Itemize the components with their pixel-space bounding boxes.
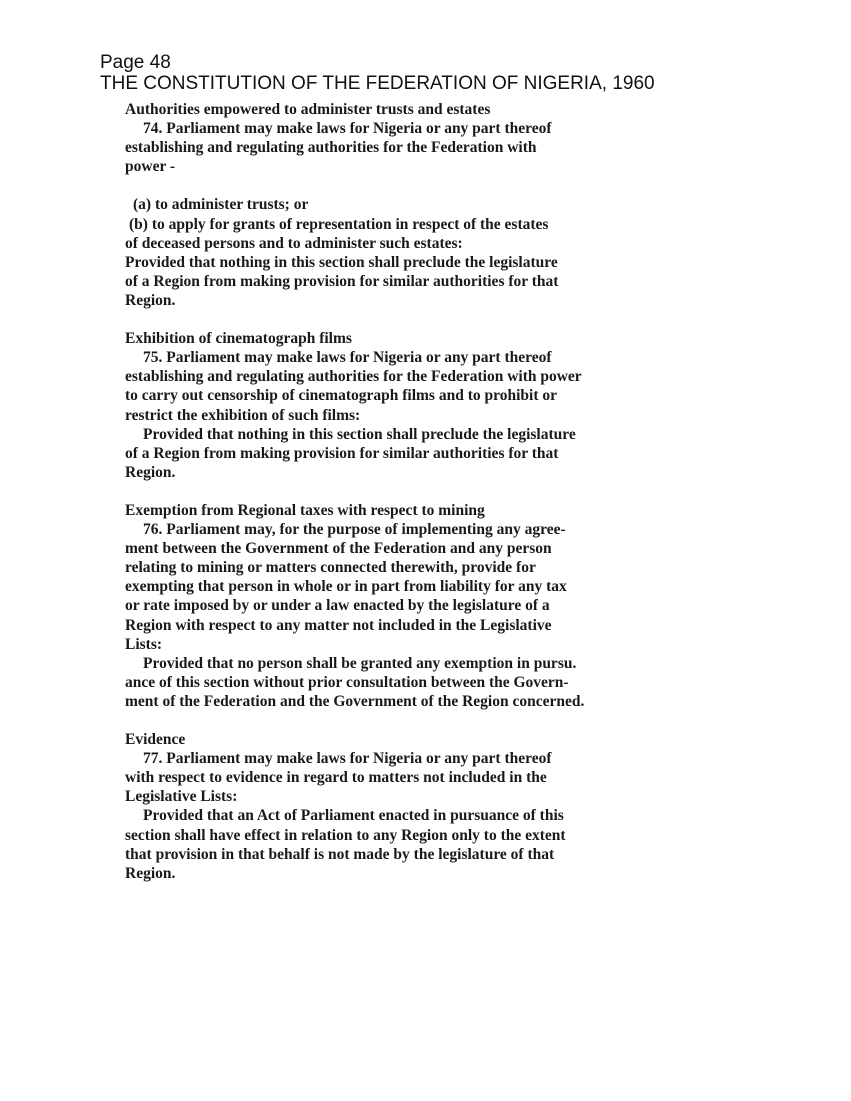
- section-74-clause-b: (b) to apply for grants of representation in respect of the estates: [129, 215, 549, 233]
- section-heading-cinematograph: Exhibition of cinematograph films: [125, 330, 352, 348]
- section-75-line: 75. Parliament may make laws for Nigeria or any part thereof: [143, 349, 552, 367]
- section-76-line: or rate imposed by or under a law enacted by the legislature of a: [125, 597, 550, 615]
- paragraph-gap: [125, 711, 645, 730]
- section-75-line: establishing and regulating authorities for the Federation with power: [125, 368, 582, 386]
- section-74-line: of deceased persons and to administer such estates:: [125, 234, 463, 252]
- section-77-proviso: Provided that an Act of Parliament enacted in pursuance of this: [143, 807, 564, 825]
- section-heading-mining: Exemption from Regional taxes with respect to mining: [125, 501, 485, 519]
- section-77-line: section shall have effect in relation to any Region only to the extent: [125, 826, 566, 844]
- section-76-line: Lists:: [125, 635, 163, 653]
- section-75-line: to carry out censorship of cinematograph films and to prohibit or: [125, 387, 557, 405]
- section-75-line: Region.: [125, 463, 176, 481]
- section-74-line: Region.: [125, 291, 176, 309]
- section-74-line: power -: [125, 158, 176, 176]
- paragraph-gap: [125, 310, 645, 329]
- section-76-line: ment of the Federation and the Government of the Region concerned.: [125, 692, 585, 710]
- document-title: THE CONSTITUTION OF THE FEDERATION OF NIGERIA, 1960: [100, 73, 655, 94]
- section-76-line: ment between the Government of the Federation and any person: [125, 540, 552, 558]
- section-75-proviso: Provided that nothing in this section shall preclude the legislature: [143, 425, 576, 443]
- section-74-clause-a: (a) to administer trusts; or: [133, 196, 309, 214]
- section-76-line: relating to mining or matters connected therewith, provide for: [125, 559, 536, 577]
- section-77-line: with respect to evidence in regard to matters not included in the: [125, 769, 547, 787]
- section-77-line: that provision in that behalf is not made by the legislature of that: [125, 845, 555, 863]
- section-77-line: Region.: [125, 864, 176, 882]
- paragraph-gap: [125, 482, 645, 501]
- page-header: [100, 52, 655, 94]
- section-76-line: ance of this section without prior consultation between the Govern-: [125, 673, 569, 691]
- document-body: [125, 100, 645, 883]
- section-77-line: 77. Parliament may make laws for Nigeria or any part thereof: [143, 750, 552, 768]
- section-75-line: of a Region from making provision for similar authorities for that: [125, 444, 559, 462]
- section-74-proviso: Provided that nothing in this section shall preclude the legislature: [125, 253, 558, 271]
- section-heading-evidence: Evidence: [125, 731, 186, 749]
- section-75-line: restrict the exhibition of such films:: [125, 406, 361, 424]
- page-number: Page 48: [100, 52, 171, 73]
- section-76-line: exempting that person in whole or in part from liability for any tax: [125, 578, 567, 596]
- section-heading-trusts: Authorities empowered to administer trusts and estates: [125, 101, 491, 118]
- section-76-proviso: Provided that no person shall be granted any exemption in pursu.: [143, 654, 577, 672]
- section-76-line: 76. Parliament may, for the purpose of implementing any agree-: [143, 521, 566, 539]
- section-74-line: of a Region from making provision for similar authorities for that: [125, 272, 559, 290]
- paragraph-gap: [125, 176, 645, 195]
- section-74-line: establishing and regulating authorities for the Federation with: [125, 139, 537, 157]
- section-77-line: Legislative Lists:: [125, 788, 238, 806]
- section-74-line: 74. Parliament may make laws for Nigeria or any part thereof: [143, 120, 552, 138]
- section-76-line: Region with respect to any matter not included in the Legislative: [125, 616, 552, 634]
